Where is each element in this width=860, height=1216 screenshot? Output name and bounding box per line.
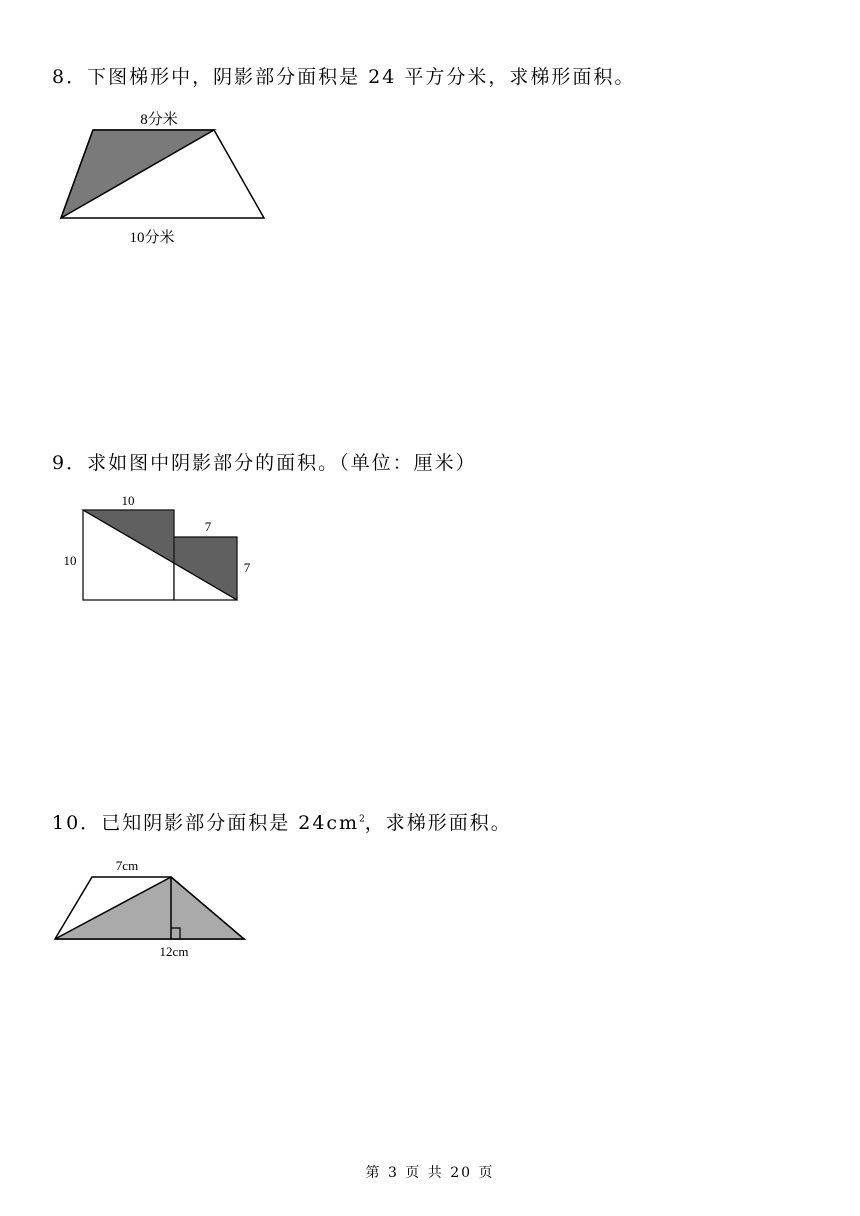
- question-9-text: [52, 448, 477, 475]
- question-9-body: 求如图中阴影部分的面积。（单位：厘米）: [87, 452, 477, 474]
- small-square-right-label: 7: [243, 560, 251, 575]
- top-base-label: 8分米: [140, 112, 178, 128]
- question-10-body-before: 已知阴影部分面积是 24cm: [101, 812, 360, 834]
- question-9-figure: [52, 488, 272, 608]
- question-8-body: 下图梯形中，阴影部分面积是 24 平方分米，求梯形面积。: [87, 66, 636, 88]
- question-10-body-after: ，求梯形面积。: [364, 812, 512, 834]
- small-square-top-label: 7: [204, 519, 212, 534]
- top-base-label: 7cm: [115, 858, 139, 873]
- question-10-superscript: 2: [359, 814, 365, 825]
- question-10-figure: [52, 850, 262, 970]
- question-8-figure: [52, 102, 282, 252]
- question-8-text: [52, 62, 635, 89]
- page-footer: 第 3 页 共 20 页: [365, 1165, 495, 1181]
- big-square-left-label: 10: [63, 553, 77, 568]
- bottom-base-label: 12cm: [159, 944, 189, 959]
- big-square-top-label: 10: [121, 493, 135, 508]
- question-9-number: 9．: [52, 452, 88, 474]
- bottom-base-label: 10分米: [129, 230, 175, 246]
- question-10-number: 10．: [52, 812, 102, 834]
- question-8-number: 8．: [52, 66, 88, 88]
- question-10-text: [52, 808, 512, 835]
